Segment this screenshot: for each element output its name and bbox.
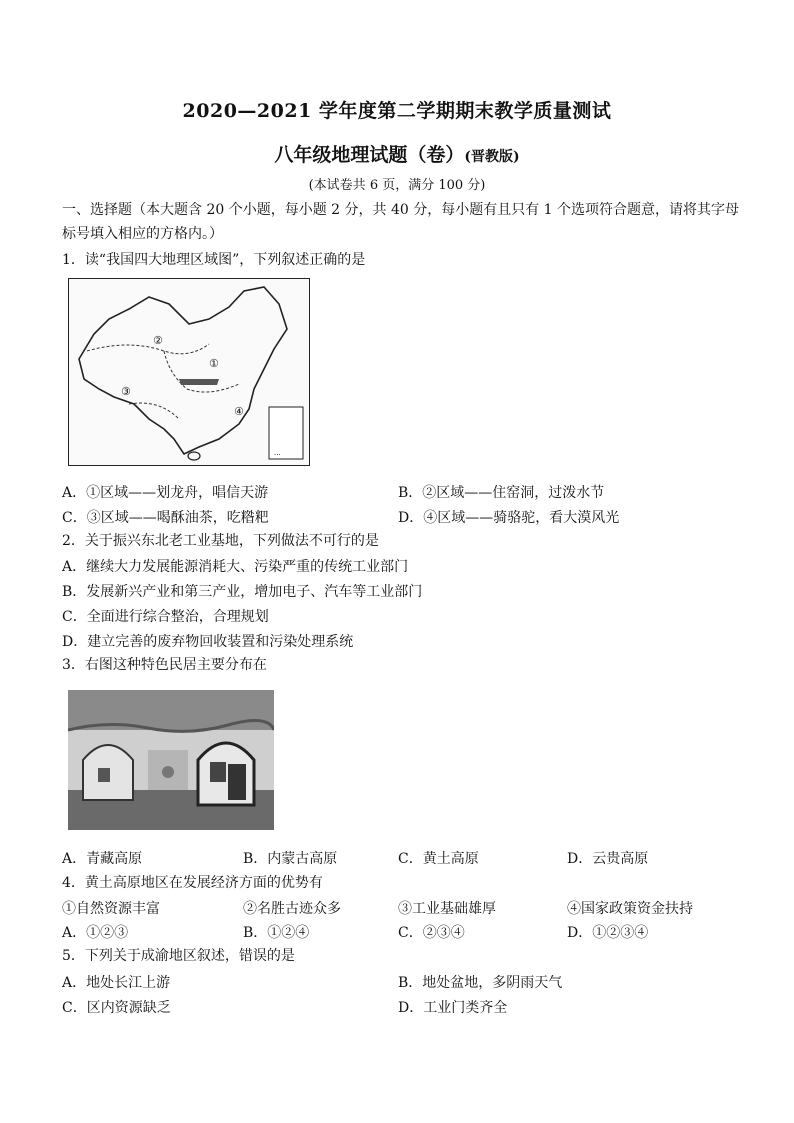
q4-item-2: ②名胜古迹众多 xyxy=(243,901,341,917)
subtitle-edition: (晋教版) xyxy=(464,149,520,165)
section-instructions: 一、选择题（本大题含 20 个小题，每小题 2 分，共 40 分，每小题有且只有 1 个选项符合题意，请将其字母标号填入相应的方格内。） xyxy=(62,202,740,242)
q2-option-d: D．建立完善的废弃物回收装置和污染处理系统 xyxy=(62,634,354,650)
subtitle-main: 八年级地理试题（卷） xyxy=(274,144,465,166)
q1-option-a: A．①区域——划龙舟，唱信天游 xyxy=(62,485,269,501)
q2-option-a: A．继续大力发展能源消耗大、污染严重的传统工业部门 xyxy=(62,559,409,575)
q4-option-b: B．①②④ xyxy=(243,925,310,941)
map-label-4: ④ xyxy=(234,405,244,418)
q4-option-d: D．①②③④ xyxy=(567,925,649,941)
q1-option-d: D．④区域——骑骆驼，看大漠风光 xyxy=(398,510,620,526)
q3-option-b: B．内蒙古高原 xyxy=(243,851,338,867)
q2-option-b: B．发展新兴产业和第三产业，增加电子、汽车等工业部门 xyxy=(62,584,423,600)
q3-option-d: D．云贵高原 xyxy=(567,851,649,867)
question-4-stem: 4．黄土高原地区在发展经济方面的优势有 xyxy=(62,875,323,891)
q4-option-a: A．①②③ xyxy=(62,925,129,941)
q1-option-c: C．③区域——喝酥油茶，吃糌粑 xyxy=(62,510,269,526)
svg-text:...: ... xyxy=(274,449,281,457)
q5-option-a: A．地处长江上游 xyxy=(62,975,171,991)
q5-option-c: C．区内资源缺乏 xyxy=(62,1000,171,1016)
exam-subtitle xyxy=(0,140,794,167)
question-5-stem: 5．下列关于成渝地区叙述，错误的是 xyxy=(62,948,295,964)
yaodong-illustration xyxy=(68,690,274,830)
cave-dwelling-photo xyxy=(68,690,274,830)
q1-option-b: B．②区域——住窑洞，过泼水节 xyxy=(398,485,605,501)
map-label-2: ② xyxy=(153,334,163,347)
q3-option-c: C．黄土高原 xyxy=(398,851,479,867)
q5-option-d: D．工业门类齐全 xyxy=(398,1000,508,1016)
exam-note: (本试卷共 6 页，满分 100 分) xyxy=(308,178,486,193)
q2-option-c: C．全面进行综合整治，合理规划 xyxy=(62,609,269,625)
question-3-stem: 3．右图这种特色民居主要分布在 xyxy=(62,657,267,673)
map-label-3: ③ xyxy=(121,385,131,398)
map-label-1: ① xyxy=(209,357,219,370)
map-illustration xyxy=(69,279,309,465)
q4-item-3: ③工业基础雄厚 xyxy=(398,901,496,917)
q4-item-1: ①自然资源丰富 xyxy=(62,901,160,917)
q4-item-4: ④国家政策资金扶持 xyxy=(567,901,693,917)
question-1-stem: 1．读“我国四大地理区域图”，下列叙述正确的是 xyxy=(62,252,366,268)
exam-title: 2020—2021 学年度第二学期期末教学质量测试 xyxy=(182,100,612,122)
q3-option-a: A．青藏高原 xyxy=(62,851,143,867)
china-regions-map xyxy=(68,278,310,466)
q5-option-b: B．地处盆地，多阴雨天气 xyxy=(398,975,563,991)
q4-option-c: C．②③④ xyxy=(398,925,465,941)
question-2-stem: 2．关于振兴东北老工业基地，下列做法不可行的是 xyxy=(62,533,379,549)
